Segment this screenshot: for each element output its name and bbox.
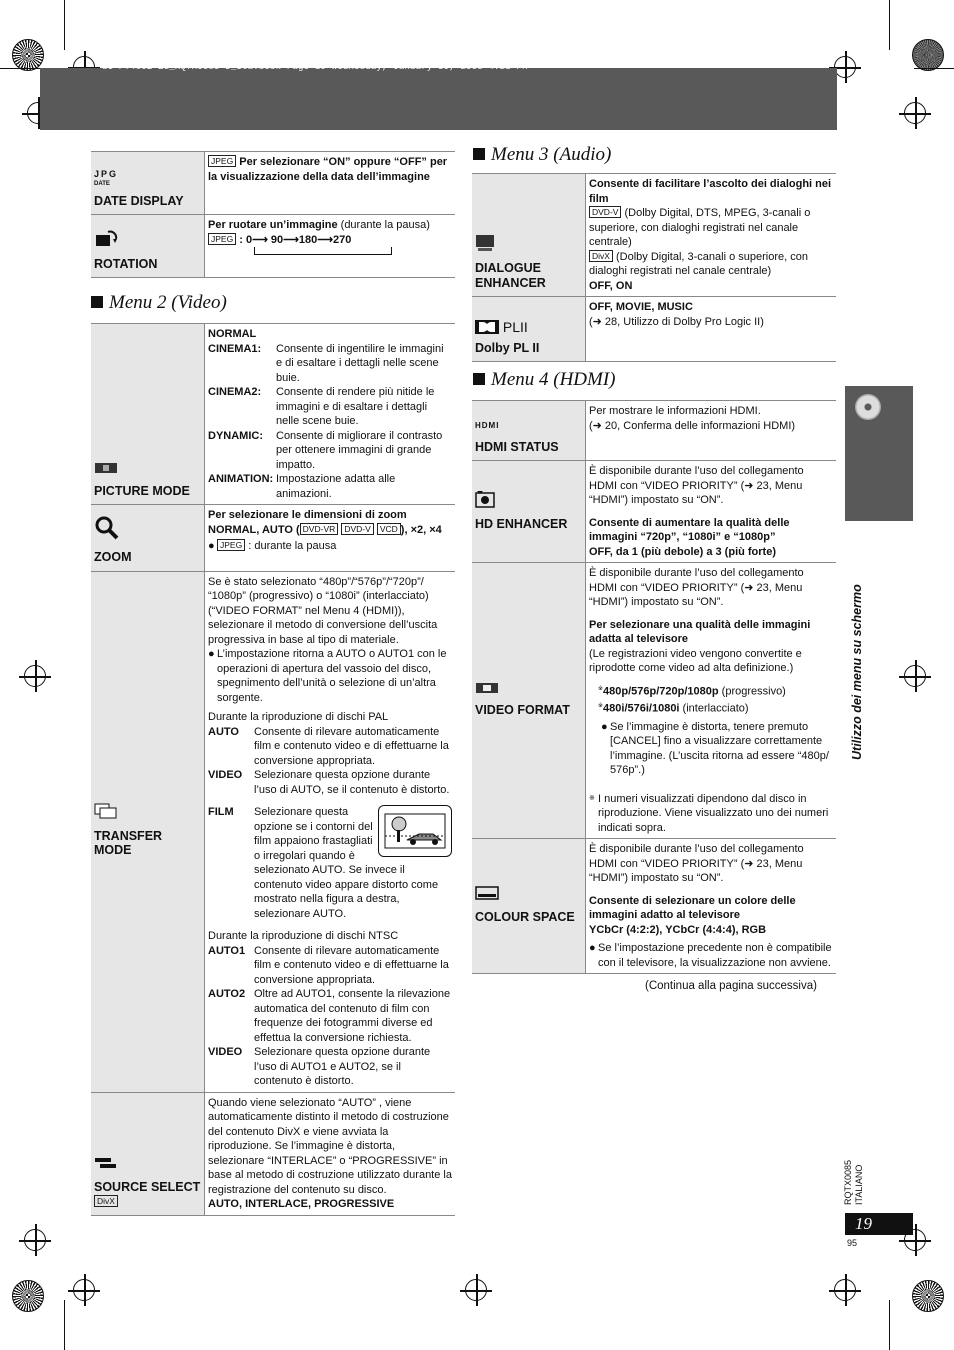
rotation-label: ROTATION	[94, 256, 158, 271]
crop-line	[889, 0, 890, 50]
dolby-pl-cell: PLII Dolby PL II	[472, 297, 586, 362]
section-side-label: Utilizzo dei menu su schermo	[850, 584, 864, 760]
def-row: ANIMATION: Impostazione adatta alle animazioni.	[208, 473, 396, 500]
vcd-badge: VCD	[377, 523, 401, 535]
print-header-line: SC-PT460E-EG_RQTX0085-D_Ita.book Page 19 Wednesday, January 30, 2008 4:21 PM	[102, 62, 528, 72]
rotation-desc: Per ruotare un’immagine (durante la pausa) JPEG : 0⟶ 90⟶180⟶270	[205, 215, 456, 278]
transfer-mode-desc: Se è stato selezionato “480p”/“576p”/“720p”/ “1080p” (progressivo) o “1080i” (interlacciato) (“VIDEO FORMAT” nel Menu 4 (HDMI)), selezionare il metodo di conversione dell’uscita progressiva in base al tipo di materiale. ● L’impostazione ritorna a AUTO o AUTO1 con le operazioni di apertura del vassoio del disco, spegnimento dell’unità o selezione di un’altra sorgente. Durante la riproduzione di dischi PAL AUTO Consente di rilevare automaticamente film e contenuto video e di effettuarne la conversione appropriata. VIDEO Selezionare questa opzione durante l’uso di AUTO, se il contenuto è distorto. FILM Selezionare questa opzione se i contorni del film appaiono frastagliati o irregolari quando è selezionato AUTO. Se invece il contenuto video appare distorto come mostrato nella figura a destra, selezionare AUTO. Durante la riproduzione di dischi NTSC AUTO1 Consente di rilevare automaticamente film e contenuto video e di effettuarne la conversione appropriata. AUTO2 Oltre ad AUTO1, consente la rilevazione automatica del contenuto di film con frequenze dei fotogrammi diverse ed effettua la conversione richiesta. VIDEO Selezionare questa opzione durante l’uso di AUTO1 e AUTO2, se il contenuto è distorto.	[205, 571, 456, 1092]
def-row: CINEMA1: Consente di ingentilire le immagini e di esaltare i dettagli nelle scene buie.	[208, 342, 444, 384]
zoom-cell: ZOOM	[91, 505, 205, 572]
jpg-date-icon: JPG DATE	[94, 168, 119, 187]
def-row: NORMAL	[208, 328, 257, 340]
hdmi-icon: HDMI	[475, 421, 500, 430]
magnifier-icon	[94, 515, 201, 545]
doc-code: RQTX0085 ITALIANO	[843, 1159, 864, 1205]
def-row: DYNAMIC: Consente di migliorare il contrasto per ottenere immagini di grande impatto.	[208, 429, 443, 471]
registration-mark	[24, 1229, 46, 1251]
menu4-title: Menu 4 (HDMI)	[473, 369, 616, 391]
menu2-table	[91, 323, 455, 1216]
jpeg-badge: JPEG	[217, 539, 245, 551]
def-row: AUTO2 Oltre ad AUTO1, consente la rilevazione automatica del contenuto di film con frequenze dei fotogrammi diverse ed effettua la conversione richiesta.	[208, 988, 451, 1044]
crop-line	[64, 0, 65, 50]
picture-mode-icon	[94, 462, 201, 478]
divx-badge: DivX	[589, 250, 613, 262]
continue-note: (Continua alla pagina successiva)	[645, 980, 817, 992]
def-row: AUTO1 Consente di rilevare automaticamente film e contenuto video e di effettuarne la conversione appropriata.	[208, 944, 449, 986]
transfer-mode-icon	[94, 803, 201, 823]
registration-mark	[904, 102, 926, 124]
print-rosette-top-right	[912, 39, 944, 71]
colour-space-desc: È disponibile durante l’uso del collegamento HDMI con “VIDEO PRIORITY” (➜ 23, Menu “HDMI”) impostato su “ON”. Consente di selezionare un colore delle immagini adatto al televisore YCbCr (4:2:2), YCbCr (4:4:4), RGB ● Se l’impostazione precedente non è compatibile con il televisore, la visualizzazione non avviene.	[586, 839, 837, 974]
picture-mode-desc	[205, 324, 456, 505]
def-row: CINEMA2: Consente di rendere più nitide le immagini e di esaltare i dettagli nelle scene buie.	[208, 386, 435, 427]
date-display-cell	[91, 152, 205, 215]
dvd-v-badge: DVD-V	[589, 206, 621, 218]
rotate-icon	[94, 229, 201, 251]
menu3-title: Menu 3 (Audio)	[473, 144, 611, 166]
dolby-pl-desc: OFF, MOVIE, MUSIC (➜ 28, Utilizzo di Dolby Pro Logic II)	[586, 297, 837, 362]
def-row: VIDEO Selezionare questa opzione durante l’uso di AUTO1 e AUTO2, se il contenuto è distorto.	[208, 1046, 431, 1087]
bullet-note: ● L’impostazione ritorna a AUTO o AUTO1 con le operazioni di apertura del vassoio del disco, spegnimento dell’unità o selezione di un’altra sorgente.	[208, 648, 447, 704]
video-format-cell: VIDEO FORMAT	[472, 563, 586, 839]
registration-mark	[834, 56, 856, 78]
registration-mark	[834, 1279, 856, 1301]
zoom-desc: Per selezionare le dimensioni di zoom NORMAL, AUTO ( DVD-VR DVD-V VCD ), ×2, ×4 ● JPEG : durante la pausa	[205, 505, 456, 572]
disc-icon	[855, 394, 881, 420]
registration-mark	[904, 665, 926, 687]
dvd-v-badge: DVD-V	[341, 523, 373, 535]
rotation-cell	[91, 215, 205, 278]
video-format-desc: È disponibile durante l’uso del collegamento HDMI con “VIDEO PRIORITY” (➜ 23, Menu “HDMI”) impostato su “ON”. Per selezionare una qualità delle immagini adatta al televisore (Le registrazioni video vengono convertite e riprodotte come video ad alta definizione.) ※480p/576p/720p/1080p (progressivo) ※480i/576i/1080i (interlacciato) ● Se l’immagine è distorta, tenere premuto [CANCEL] fino a visualizzare correttamente l’immagine. (L’uscita ritorna ad essere “480p/ 576p”.) ※ I numeri visualizzati dipendono dal disco in riproduzione. Viene visualizzato uno dei numeri indicati sopra.	[586, 563, 837, 839]
print-rosette-bottom-left	[12, 1280, 44, 1312]
menu3-table	[472, 173, 836, 362]
date-display-desc: JPEG Per selezionare “ON” oppure “OFF” per la visualizzazione della data dell’immagine	[205, 152, 456, 215]
print-rosette-top-left	[12, 39, 44, 71]
dolby-icon: PLII	[475, 320, 582, 335]
hd-enhancer-icon	[475, 490, 582, 512]
def-row: FILM Selezionare questa opzione se i contorni del film appaiono frastagliati o irregolari quando è selezionato AUTO. Se invece il contenuto video appare distorto come mostrato nella figura a destra, selezionare AUTO.	[208, 805, 452, 921]
transfer-mode-cell: TRANSFER MODE	[91, 571, 205, 1092]
header-bar	[40, 68, 837, 130]
menu4-table	[472, 400, 836, 974]
footnote: ※ I numeri visualizzati dipendono dal disco in riproduzione. Viene visualizzato uno dei numeri indicati sopra.	[589, 792, 829, 834]
section-tab	[845, 386, 913, 521]
registration-mark	[24, 665, 46, 687]
crop-line	[914, 68, 954, 69]
divx-badge: DivX	[94, 1195, 118, 1207]
date-display-label: DATE DISPLAY	[94, 193, 184, 208]
source-select-icon	[94, 1156, 201, 1174]
jpeg-badge: JPEG	[208, 155, 236, 167]
dialogue-icon	[475, 234, 582, 256]
def-row: VIDEO Selezionare questa opzione durante l’uso di AUTO, se il contenuto è distorto.	[208, 769, 450, 796]
menu2-title: Menu 2 (Video)	[91, 292, 227, 314]
bullet-note: ● Se l’impostazione precedente non è compatibile con il televisore, la visualizzazione non avviene.	[589, 942, 832, 969]
bullet-note: ● JPEG : durante la pausa	[208, 540, 337, 552]
page-number: 19	[845, 1213, 913, 1235]
crop-line	[0, 68, 40, 69]
colour-space-icon	[475, 886, 582, 904]
hd-enhancer-desc: È disponibile durante l’uso del collegamento HDMI con “VIDEO PRIORITY” (➜ 23, Menu “HDMI”) impostato su “ON”. Consente di aumentare la qualità delle immagini “720p”, “1080i” e “1080p” OFF, da 1 (più debole) a 3 (più forte)	[586, 461, 837, 563]
jpeg-badge: JPEG	[208, 233, 236, 245]
print-rosette-bottom-right	[912, 1280, 944, 1312]
source-select-desc: Quando viene selezionato “AUTO” , viene automaticamente distinto il metodo di costruzione del contenuto DivX e viene avviata la riproduzione. Se l’immagine è distorta, selezionare “INTERLACE” o “PROGRESSIVE” in base al metodo di costruzione utilizzato durante la registrazione del contenuto su disco. AUTO, INTERLACE, PROGRESSIVE	[205, 1092, 456, 1215]
dialogue-enhancer-cell: DIALOGUE ENHANCER	[472, 174, 586, 297]
crop-line	[889, 1300, 890, 1350]
rotation-return-arrow	[254, 247, 392, 255]
def-row: AUTO Consente di rilevare automaticamente film e contenuto video e di effettuarne la conversione appropriata.	[208, 725, 449, 767]
distorted-image-illustration	[378, 805, 452, 857]
dvd-vr-badge: DVD-VR	[300, 523, 339, 535]
colour-space-cell: COLOUR SPACE	[472, 839, 586, 974]
image-settings-table	[91, 151, 455, 278]
hdmi-status-cell: HDMI HDMI STATUS	[472, 401, 586, 461]
video-format-icon	[475, 682, 582, 698]
crop-line	[64, 1300, 65, 1350]
hd-enhancer-cell: HD ENHANCER	[472, 461, 586, 563]
page-number-small: 95	[847, 1238, 858, 1248]
registration-mark	[73, 1279, 95, 1301]
source-select-cell: SOURCE SELECT DivX	[91, 1092, 205, 1215]
registration-mark	[465, 1279, 487, 1301]
bullet-note: ● Se l’immagine è distorta, tenere premuto [CANCEL] fino a visualizzare correttamente l’immagine. (L’uscita ritorna ad essere “480p/ 576p”.)	[601, 720, 829, 777]
dialogue-enhancer-desc: Consente di facilitare l’ascolto dei dialoghi nei film DVD-V (Dolby Digital, DTS, MPEG, 3-canali o superiore, con dialoghi registrati nel canale centrale) DivX (Dolby Digital, 3-canali o superiore, con dialoghi registrati nel canale centrale) OFF, ON	[586, 174, 837, 297]
picture-mode-cell: PICTURE MODE	[91, 324, 205, 505]
hdmi-status-desc: Per mostrare le informazioni HDMI. (➜ 20, Conferma delle informazioni HDMI)	[586, 401, 837, 461]
